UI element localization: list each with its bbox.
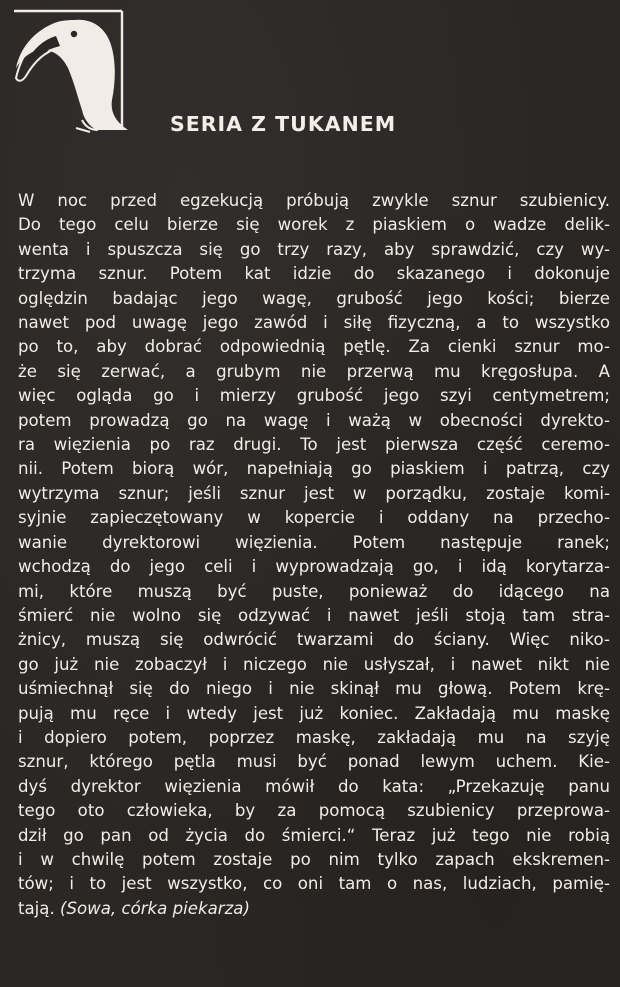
text-line: pują mu ręce i wtedy jest już koniec. Zakładają mu maskę (18, 703, 610, 723)
citation: (Sowa, córka piekarza) (60, 898, 250, 918)
text-line: potem prowadzą go na wagę i ważą w obecności dyrekto- (18, 410, 610, 430)
text-line: że się zerwać, a grubym nie przerwą mu kręgosłupa. A (18, 361, 610, 381)
text-line: dyś dyrektor więzienia mówił do kata: „Przekazuję panu (18, 776, 610, 796)
text-line: W noc przed egzekucją próbują zwykle sznur szubienicy. (18, 191, 610, 210)
text-line: ra więzienia po raz drugi. To jest pierwsza część ceremo- (18, 435, 610, 455)
toucan-logo-icon (12, 8, 136, 136)
text-line: po to, aby dobrać odpowiednią pętlę. Za cienki sznur mo- (18, 337, 610, 357)
text-line: więc ogląda go i mierzy grubość jego szyi centymetrem; (18, 386, 610, 406)
text-line: wenta i spuszcza się go trzy razy, aby sprawdzić, czy wy- (18, 239, 610, 259)
text-line: wanie dyrektorowi więzienia. Potem następuje ranek; (18, 532, 610, 552)
text-line: mi, które muszą być puste, ponieważ do idącego na (18, 581, 610, 601)
text-line-last (18, 897, 610, 921)
text-line: nii. Potem biorą wór, napełniają go piaskiem i patrzą, czy (18, 459, 610, 479)
text-line: sznur, którego pętla musi być ponad lewym uchem. Kie- (18, 752, 610, 772)
text-line: dził go pan od życia do śmierci.“ Teraz już tego nie robią (18, 825, 610, 845)
text-line: Do tego celu bierze się worek z piaskiem o wadze delik- (18, 215, 610, 235)
text-line: trzyma sznur. Potem kat idzie do skazanego i dokonuje (18, 264, 610, 284)
text-line: go już nie zobaczył i niczego nie usłyszał, i nawet nikt nie (18, 654, 610, 674)
last-line-text: tają. (18, 898, 55, 918)
text-line: i dopiero potem, poprzez maskę, zakładają mu na szyję (18, 727, 610, 747)
text-line: i w chwilę potem zostaje po nim tylko zapach ekskremen- (18, 849, 610, 869)
text-line: żnicy, muszą się odwrócić twarzami do ściany. Więc niko- (18, 630, 610, 650)
text-line: uśmiechnął się do niego i nie skinął mu głową. Potem krę- (18, 679, 610, 699)
text-line: wytrzyma sznur; jeśli sznur jest w porządku, zostaje komi- (18, 483, 610, 503)
text-line: wchodzą do jego celi i wyprowadzają go, i idą korytarza- (18, 557, 610, 577)
blurb-text (18, 189, 610, 921)
text-line: tów; i to jest wszystko, co oni tam o nas, ludziach, pamię- (18, 874, 610, 894)
text-line: śmierć nie wolno się odzywać i nawet jeśli stoją tam stra- (18, 605, 610, 625)
text-line: oględzin badając jego wagę, grubość jego kości; bierze (18, 288, 610, 308)
text-line: syjnie zapieczętowany w kopercie i oddany na przecho- (18, 508, 610, 528)
text-line: tego oto człowieka, by za pomocą szubienicy przeprowa- (18, 801, 610, 821)
series-title: SERIA Z TUKANEM (170, 112, 397, 136)
text-line: nawet pod uwagę jego zawód i siłę fizyczną, a to wszystko (18, 313, 610, 333)
